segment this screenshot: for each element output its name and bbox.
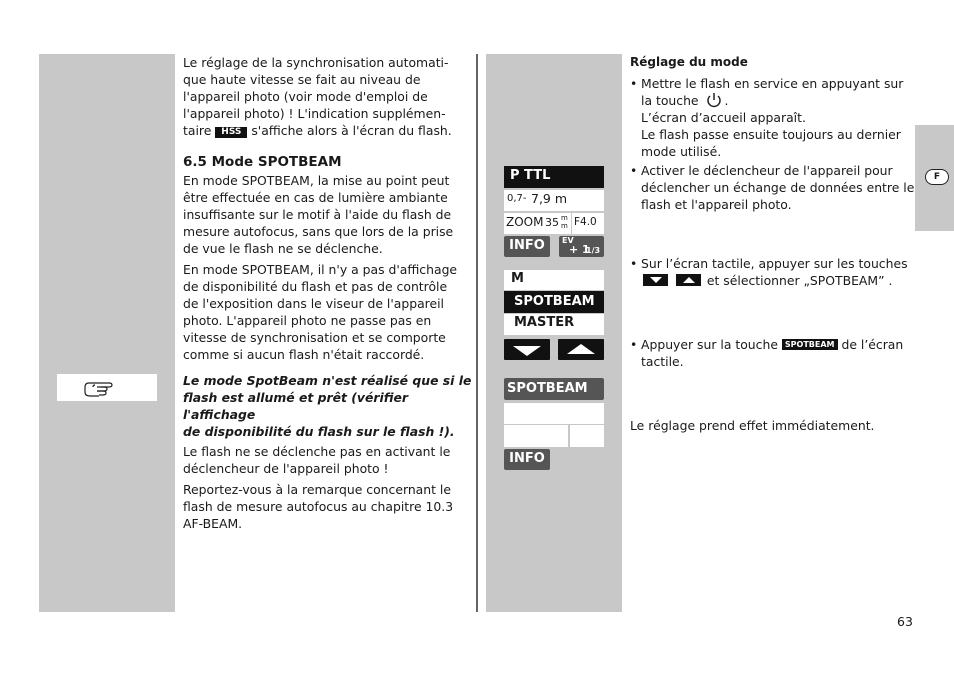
para-line: Le flash ne se déclenche pas en activant le <box>183 444 451 459</box>
note-line: de disponibilité du flash sur le flash !). <box>183 424 455 439</box>
zoom-label: ZOOM <box>506 215 544 229</box>
para-line: photo. L'appareil photo ne passe pas en <box>183 313 432 328</box>
down-key-icon <box>643 274 668 286</box>
screen1-mode-bar: P TTL <box>504 166 604 188</box>
important-note <box>183 372 473 440</box>
para-line: comme si aucun flash n'était raccordé. <box>183 347 425 362</box>
instr-text: Appuyer sur la touche <box>641 337 778 352</box>
zoom-unit-top: m <box>561 214 568 222</box>
bullet-shutter <box>630 162 915 213</box>
final-note: Le réglage prend effet immédiatement. <box>630 418 875 433</box>
instr-dot: . <box>724 93 729 108</box>
note-line: Le mode SpotBeam n'est réalisé que si le <box>183 373 472 388</box>
intro-text: taire <box>183 123 212 138</box>
intro-text: s'affiche alors à l'écran du flash. <box>247 123 452 138</box>
aperture-value: F4.0 <box>574 216 597 228</box>
right-text-column <box>630 54 915 434</box>
up-key-icon <box>676 274 701 286</box>
language-tab-label <box>925 169 949 185</box>
column-divider <box>476 54 478 612</box>
para-line: de l'exposition dans le viseur de l'appareil <box>183 296 445 311</box>
info-button-screen3[interactable]: INFO <box>504 449 550 470</box>
para2 <box>183 261 473 363</box>
instructions-list <box>630 75 915 370</box>
screen1-aperture-cell <box>572 213 604 234</box>
language-letter: F <box>933 172 941 182</box>
screen1-range-row <box>504 190 604 211</box>
para-line: flash de mesure autofocus au chapitre 10.3 <box>183 499 454 514</box>
section-title: 6.5 Mode SPOTBEAM <box>183 154 342 170</box>
pointing-hand-icon <box>57 374 157 401</box>
bullet-touch-keys <box>630 255 915 289</box>
screen3-blank-row <box>504 403 604 424</box>
para-line: En mode SPOTBEAM, la mise au point peut <box>183 173 450 188</box>
mode-heading: Réglage du mode <box>630 55 748 69</box>
para1 <box>183 172 473 257</box>
range-min: 0,7- <box>507 193 527 204</box>
down-arrow-button[interactable] <box>504 339 550 360</box>
note-line: flash est allumé et prêt (vérifier l'affichage <box>183 390 408 422</box>
para-line: mesure autofocus, sans que lors de la prise <box>183 224 454 239</box>
bullet-spotbeam-key <box>630 336 915 370</box>
instr-line: Mettre le flash en service en appuyant sur <box>641 76 904 91</box>
screen3-blank-cell-left <box>504 425 568 447</box>
para-line: être effectuée en cas de lumière ambiante <box>183 190 448 205</box>
para4 <box>183 481 473 532</box>
zoom-unit-bottom: m <box>561 222 568 230</box>
intro-line <box>183 122 473 139</box>
power-icon <box>703 92 725 108</box>
intro-line: l'appareil photo) ! L'indication supplémen- <box>183 106 446 121</box>
up-arrow-icon <box>567 344 595 354</box>
instr-line: Le flash passe ensuite toujours au dernier <box>641 127 901 142</box>
screen3-title-bar: SPOTBEAM <box>504 378 604 400</box>
intro-line: l'appareil photo (voir mode d'emploi de <box>183 89 428 104</box>
zoom-unit <box>561 214 568 230</box>
screen1-zoom-row <box>504 213 571 234</box>
instr-line: tactile. <box>641 354 684 369</box>
para-line: En mode SPOTBEAM, il n'y a pas d'affichage <box>183 262 458 277</box>
instr-line: la touche <box>641 93 699 108</box>
para-line: insuffisante sur le motif à l'aide du flash de <box>183 207 452 222</box>
instr-line: Activer le déclencheur de l'appareil pour <box>641 163 893 178</box>
para-line: AF-BEAM. <box>183 516 243 531</box>
note-hand-box <box>57 374 157 401</box>
spotbeam-option[interactable]: SPOTBEAM <box>504 291 604 313</box>
screen2-title: M <box>511 271 524 286</box>
left-text-column <box>183 54 473 532</box>
instr-text: de l’écran <box>837 337 904 352</box>
para3 <box>183 443 473 477</box>
spotbeam-badge: SPOTBEAM <box>782 339 838 350</box>
para-line: de disponibilité du flash et pas de contrôle <box>183 279 448 294</box>
intro-line: que haute vitesse se fait au niveau de <box>183 72 421 87</box>
page-number: 63 <box>897 614 913 629</box>
instr-line: Sur l’écran tactile, appuyer sur les touches <box>641 256 908 271</box>
intro-line: Le réglage de la synchronisation automati- <box>183 55 449 70</box>
range-max: 7,9 m <box>531 191 568 206</box>
screen2-title-row <box>504 270 604 290</box>
bullet-power <box>630 75 915 160</box>
master-label: MASTER <box>514 315 575 330</box>
instr-line: flash et l'appareil photo. <box>641 197 792 212</box>
ev-button[interactable] <box>559 236 604 257</box>
master-option[interactable] <box>504 314 604 335</box>
zoom-value: 35 <box>545 216 559 229</box>
para-line: vitesse de synchronisation et se comporte <box>183 330 446 345</box>
ev-value: + 1 <box>569 243 590 256</box>
hss-badge: HSS <box>215 127 247 138</box>
instr-line: mode utilisé. <box>641 144 722 159</box>
instr-line: et sélectionner „SPOTBEAM” . <box>702 273 893 288</box>
para-line: de vue le flash ne se déclenche. <box>183 241 383 256</box>
para-line: Reportez-vous à la remarque concernant le <box>183 482 451 497</box>
info-button[interactable]: INFO <box>504 236 550 257</box>
instr-line: déclencher un échange de données entre le <box>641 180 915 195</box>
left-gray-margin <box>39 54 175 612</box>
up-arrow-button[interactable] <box>558 339 604 360</box>
ev-label: EV <box>562 236 574 245</box>
ev-fraction: 1/3 <box>586 246 601 255</box>
screen3-blank-cell-right <box>570 425 604 447</box>
down-arrow-icon <box>513 346 541 356</box>
instr-line: L’écran d’accueil apparaît. <box>641 110 806 125</box>
para-line: déclencheur de l'appareil photo ! <box>183 461 389 476</box>
